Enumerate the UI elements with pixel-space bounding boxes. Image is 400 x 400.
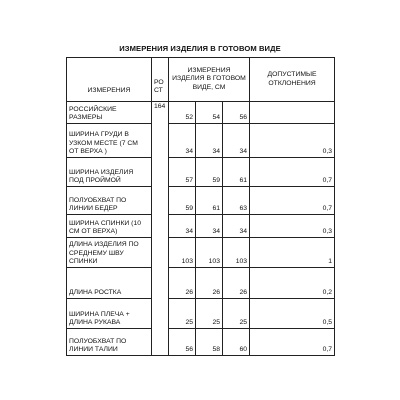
tolerance-value: 1 xyxy=(250,238,335,268)
tolerance-value: 0,3 xyxy=(250,215,335,238)
header-measurements: ИЗМЕРЕНИЯ xyxy=(67,58,152,102)
row-label: ШИРИНА ПЛЕЧА + ДЛИНА РУКАВА xyxy=(67,299,152,329)
header-tolerance: ДОПУСТИМЫЕ ОТКЛОНЕНИЯ xyxy=(250,58,335,102)
size-value: 103 xyxy=(196,238,223,268)
row-label: ШИРИНА СПИНКИ (10 СМ ОТ ВЕРХА) xyxy=(67,215,152,238)
size-value: 61 xyxy=(223,158,250,187)
row-label: ДЛИНА РОСТКА xyxy=(67,268,152,299)
size-value: 61 xyxy=(196,187,223,215)
row-label: ПОЛУОБХВАТ ПО ЛИНИИ ТАЛИИ xyxy=(67,329,152,356)
tolerance-value: 0,7 xyxy=(250,187,335,215)
size-value: 54 xyxy=(196,102,223,124)
table-row xyxy=(67,187,335,215)
size-value: 59 xyxy=(196,158,223,187)
measurements-table xyxy=(66,57,335,356)
header-height: РОСТ xyxy=(152,58,169,102)
size-value: 56 xyxy=(169,329,196,356)
size-value: 56 xyxy=(223,102,250,124)
size-value: 59 xyxy=(169,187,196,215)
table-row xyxy=(67,268,335,299)
size-value: 25 xyxy=(196,299,223,329)
table-row xyxy=(67,299,335,329)
size-value: 34 xyxy=(196,124,223,158)
tolerance-value: 0,2 xyxy=(250,268,335,299)
row-label: ШИРИНА ГРУДИ В УЗКОМ МЕСТЕ (7 СМ ОТ ВЕРХА ) xyxy=(67,124,152,158)
size-value: 25 xyxy=(223,299,250,329)
height-value: 164 xyxy=(152,102,169,356)
size-value: 103 xyxy=(223,238,250,268)
tolerance-value: 0,5 xyxy=(250,299,335,329)
row-label: ПОЛУОБХВАТ ПО ЛИНИИ БЕДЕР xyxy=(67,187,152,215)
size-value: 34 xyxy=(169,215,196,238)
size-value: 60 xyxy=(223,329,250,356)
header-finished-size: ИЗМЕРЕНИЯ ИЗДЕЛИЯ В ГОТОВОМ ВИДЕ, СМ xyxy=(169,58,250,102)
size-value: 57 xyxy=(169,158,196,187)
tolerance-value: 0,7 xyxy=(250,329,335,356)
row-label: ДЛИНА ИЗДЕЛИЯ ПО СРЕДНЕМУ ШВУ СПИНКИ xyxy=(67,238,152,268)
size-value: 52 xyxy=(169,102,196,124)
size-value: 25 xyxy=(169,299,196,329)
size-value: 26 xyxy=(196,268,223,299)
table-row xyxy=(67,102,335,124)
table-row xyxy=(67,238,335,268)
size-value: 26 xyxy=(223,268,250,299)
size-value: 26 xyxy=(169,268,196,299)
table-row xyxy=(67,124,335,158)
table-header-row xyxy=(67,58,335,102)
table-row xyxy=(67,329,335,356)
row-label: РОССИЙСКИЕ РАЗМЕРЫ xyxy=(67,102,152,124)
table-row xyxy=(67,158,335,187)
size-value: 58 xyxy=(196,329,223,356)
size-value: 63 xyxy=(223,187,250,215)
table-row xyxy=(67,215,335,238)
size-value: 103 xyxy=(169,238,196,268)
document-title: ИЗМЕРЕНИЯ ИЗДЕЛИЯ В ГОТОВОМ ВИДЕ xyxy=(119,44,281,53)
size-value: 34 xyxy=(169,124,196,158)
size-value: 34 xyxy=(223,124,250,158)
size-value: 34 xyxy=(223,215,250,238)
tolerance-value: 0,3 xyxy=(250,124,335,158)
tolerance-value: 0,7 xyxy=(250,158,335,187)
tolerance-value xyxy=(250,102,335,124)
row-label: ШИРИНА ИЗДЕЛИЯ ПОД ПРОЙМОЙ xyxy=(67,158,152,187)
size-value: 34 xyxy=(196,215,223,238)
